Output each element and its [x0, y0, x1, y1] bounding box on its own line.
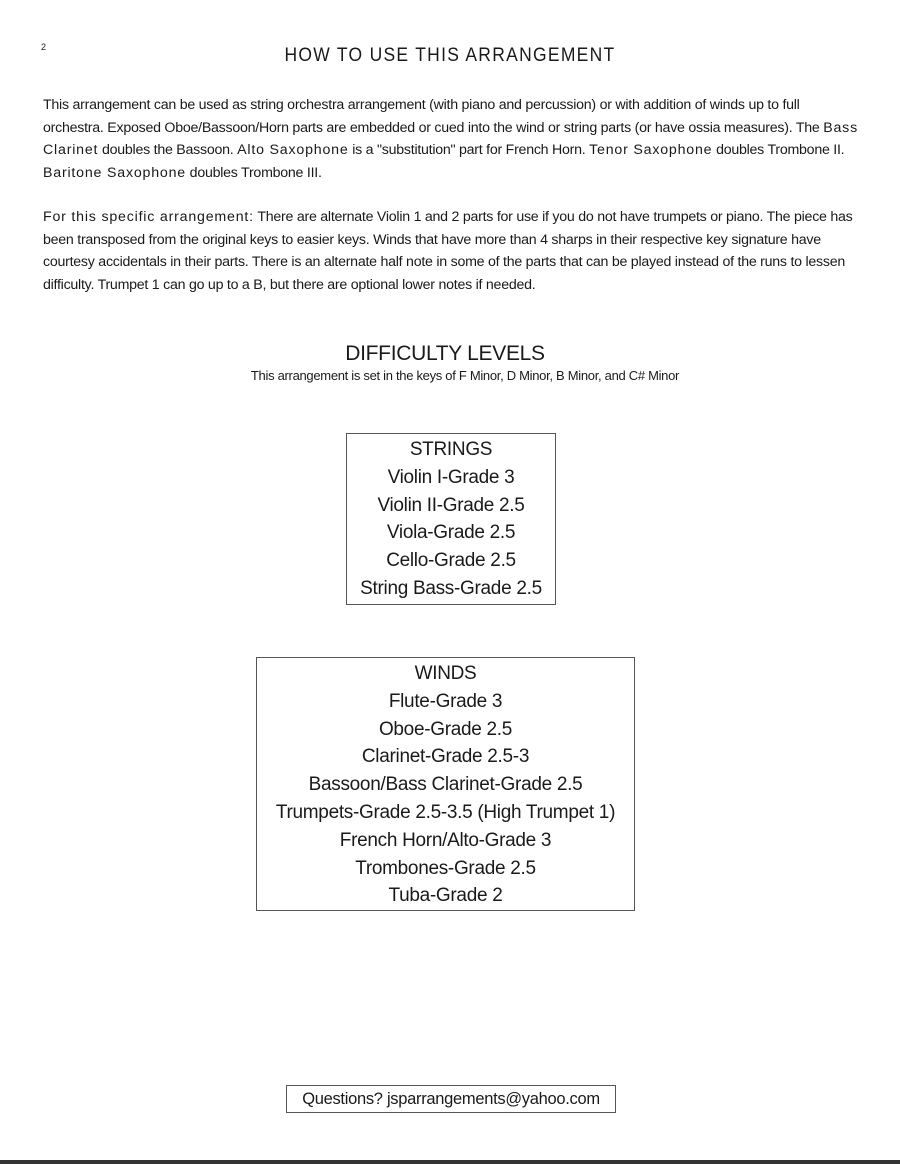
winds-box: [256, 657, 635, 911]
page-bottom-divider: [0, 1160, 900, 1164]
alto-saxophone-term: Alto Saxophone: [237, 142, 349, 158]
strings-item: Violin II-Grade 2.5: [377, 494, 525, 516]
winds-item: Trombones-Grade 2.5: [355, 857, 536, 879]
contact-email-box: Questions? jsparrangements@yahoo.com: [286, 1085, 616, 1113]
strings-item: Viola-Grade 2.5: [386, 522, 516, 544]
strings-heading: STRINGS: [409, 439, 493, 460]
bass-clarinet-term: Bass Clarinet: [43, 119, 858, 158]
strings-box: [346, 433, 556, 605]
tenor-saxophone-term: Tenor Saxophone: [589, 142, 713, 158]
difficulty-levels-title: DIFFICULTY LEVELS: [345, 342, 545, 365]
usage-text-4: doubles Trombone II.: [712, 142, 845, 158]
winds-item: Oboe-Grade 2.5: [378, 718, 513, 740]
specific-arrangement-paragraph: [43, 206, 858, 296]
winds-item: Trumpets-Grade 2.5-3.5 (High Trumpet 1): [275, 801, 616, 823]
strings-item: Violin I-Grade 3: [387, 466, 515, 488]
usage-text-1: This arrangement can be used as string orchestra arrangement (with piano and percussion) or with addition of winds up to full orchestra. Exposed Oboe/Bassoon/Horn parts are embedded or cued into the wind or string parts (or have ossia measures). The: [43, 97, 824, 136]
difficulty-levels-subtitle: This arrangement is set in the keys of F Minor, D Minor, B Minor, and C# Minor: [250, 368, 680, 383]
strings-item: String Bass-Grade 2.5: [360, 577, 542, 599]
strings-item: Cello-Grade 2.5: [386, 550, 516, 572]
winds-item: Clarinet-Grade 2.5-3: [361, 746, 530, 768]
page-number: 2: [41, 42, 47, 52]
winds-item: Tuba-Grade 2: [388, 885, 503, 907]
page-title: HOW TO USE THIS ARRANGEMENT: [284, 45, 616, 66]
usage-text-3: is a "substitution" part for French Horn.: [348, 142, 590, 158]
specific-arrangement-text: There are alternate Violin 1 and 2 parts for use if you do not have trumpets or piano. The piece has been transposed from the original keys to easier keys. Winds that have more than 4 sharps in their respective key signature have courtesy accidentals in their parts. There is an alternate half note in some of the parts that can be played instead of the runs to lessen difficulty. Trumpet 1 can go up to a B, but there are optional lower notes if needed.: [43, 209, 853, 293]
baritone-saxophone-term: Baritone Saxophone: [43, 164, 186, 181]
usage-text-2: doubles the Bassoon.: [98, 142, 238, 158]
usage-text-5: doubles Trombone III.: [185, 164, 322, 181]
winds-item: Flute-Grade 3: [388, 690, 503, 712]
specific-arrangement-lead: For this specific arrangement:: [43, 209, 254, 225]
winds-item: Bassoon/Bass Clarinet-Grade 2.5: [308, 774, 583, 796]
winds-heading: WINDS: [414, 663, 477, 684]
usage-paragraph: [43, 94, 858, 184]
winds-item: French Horn/Alto-Grade 3: [339, 829, 552, 851]
